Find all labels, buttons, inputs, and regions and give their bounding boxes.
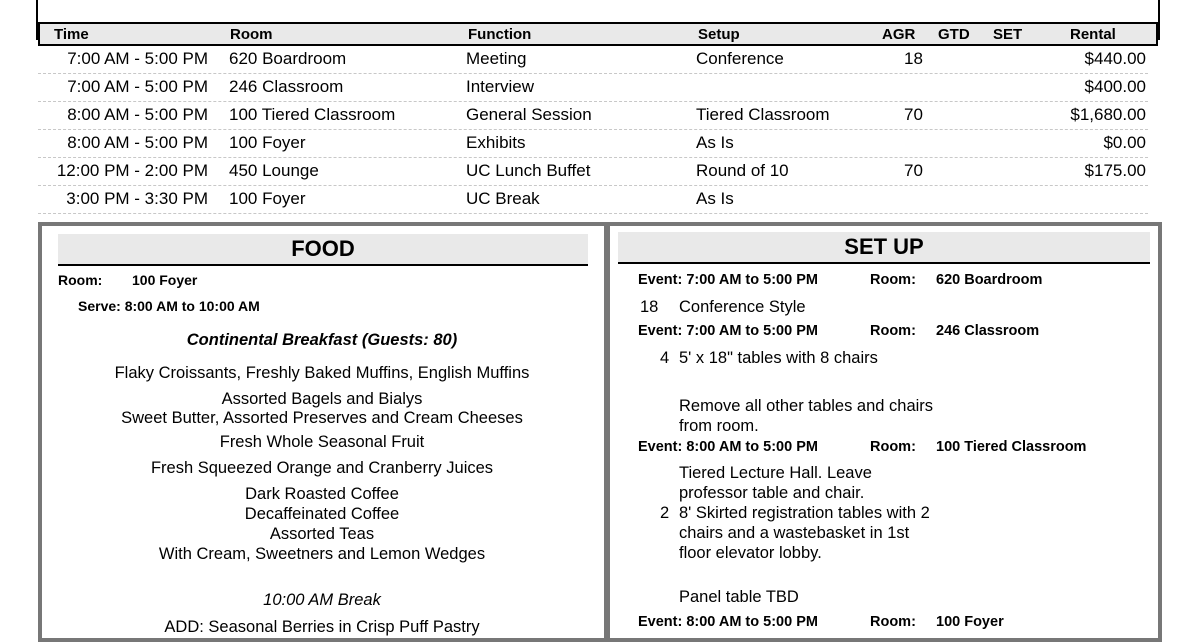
row-function: Meeting <box>466 49 527 68</box>
row-setup: Conference <box>696 49 784 68</box>
setup-event-time: Event: 7:00 AM to 5:00 PM <box>638 272 818 288</box>
food-title: FOOD <box>58 234 588 266</box>
setup-title: SET UP <box>618 232 1150 264</box>
setup-text: professor table and chair. <box>679 484 865 502</box>
row-function: Interview <box>466 77 535 96</box>
setup-text: floor elevator lobby. <box>679 544 822 562</box>
header-agr: AGR <box>882 26 916 43</box>
food-serve-time: Serve: 8:00 AM to 10:00 AM <box>78 298 260 314</box>
setup-event-room: 246 Classroom <box>936 323 1040 339</box>
menu-item: Dark Roasted Coffee <box>245 485 399 503</box>
row-time: 8:00 AM - 5:00 PM <box>67 133 208 152</box>
menu-item: Flaky Croissants, Freshly Baked Muffins, English Muffins <box>114 364 530 382</box>
row-rental: $440.00 <box>1084 49 1146 68</box>
row-room: 100 Foyer <box>229 189 306 208</box>
setup-event-room: 100 Tiered Classroom <box>936 439 1087 455</box>
row-time: 7:00 AM - 5:00 PM <box>67 49 208 68</box>
setup-event-room-label: Room: <box>870 614 916 630</box>
setup-event-room-label: Room: <box>870 439 916 455</box>
food-room-label: Room: <box>58 272 103 288</box>
header-rental: Rental <box>1070 26 1116 43</box>
table-row <box>38 186 1148 214</box>
header-time: Time <box>54 26 89 43</box>
menu-item: Assorted Teas <box>269 525 375 543</box>
setup-text: from room. <box>679 417 759 435</box>
break-title: 10:00 AM Break <box>263 591 381 609</box>
row-room: 450 Lounge <box>229 161 319 180</box>
menu-title: Continental Breakfast (Guests: 80) <box>186 331 458 349</box>
header-setup: Setup <box>698 26 740 43</box>
food-panel <box>42 226 604 638</box>
row-setup: Round of 10 <box>696 161 789 180</box>
table-row <box>38 46 1148 74</box>
row-agr: 70 <box>904 105 923 124</box>
setup-event-time: Event: 7:00 AM to 5:00 PM <box>638 323 818 339</box>
table-row <box>38 74 1148 102</box>
row-room: 620 Boardroom <box>229 49 347 68</box>
row-rental: $400.00 <box>1084 77 1146 96</box>
row-agr: 18 <box>904 49 923 68</box>
header-function: Function <box>468 26 532 43</box>
setup-panel <box>610 226 1162 638</box>
row-setup: Tiered Classroom <box>696 105 830 124</box>
row-function: Exhibits <box>466 133 526 152</box>
setup-event-room: 620 Boardroom <box>936 272 1043 288</box>
setup-text: chairs and a wastebasket in 1st <box>679 524 910 542</box>
row-room: 100 Foyer <box>229 133 306 152</box>
row-agr: 70 <box>904 161 923 180</box>
schedule-header <box>38 22 1158 46</box>
break-item: ADD: Seasonal Berries in Crisp Puff Pastry <box>164 618 480 636</box>
setup-event-room: 100 Foyer <box>936 614 1004 630</box>
setup-text: Tiered Lecture Hall. Leave <box>679 464 872 482</box>
setup-event-room-label: Room: <box>870 323 916 339</box>
row-room: 246 Classroom <box>229 77 344 96</box>
setup-event-room-label: Room: <box>870 272 916 288</box>
setup-text: 5' x 18" tables with 8 chairs <box>679 349 878 367</box>
setup-text: Remove all other tables and chairs <box>679 397 934 415</box>
row-time: 12:00 PM - 2:00 PM <box>56 161 208 180</box>
table-row <box>38 102 1148 130</box>
setup-qty: 18 <box>640 298 659 316</box>
detail-panels <box>38 222 1162 642</box>
setup-event-time: Event: 8:00 AM to 5:00 PM <box>638 614 818 630</box>
row-rental: $1,680.00 <box>1070 105 1146 124</box>
setup-text: 8' Skirted registration tables with 2 <box>679 504 930 522</box>
row-rental: $175.00 <box>1084 161 1146 180</box>
header-room: Room <box>230 26 273 43</box>
row-setup: As Is <box>696 189 734 208</box>
food-room-value: 100 Foyer <box>132 272 198 288</box>
menu-item: Fresh Squeezed Orange and Cranberry Juices <box>150 459 494 477</box>
row-time: 7:00 AM - 5:00 PM <box>67 77 208 96</box>
row-setup: As Is <box>696 133 734 152</box>
setup-text: Panel table TBD <box>679 588 799 606</box>
row-function: UC Lunch Buffet <box>466 161 591 180</box>
row-time: 3:00 PM - 3:30 PM <box>66 189 208 208</box>
row-function: UC Break <box>466 189 540 208</box>
menu-item: Fresh Whole Seasonal Fruit <box>219 433 425 451</box>
menu-item: With Cream, Sweetners and Lemon Wedges <box>158 545 486 563</box>
menu-item: Decaffeinated Coffee <box>244 505 400 523</box>
menu-item: Sweet Butter, Assorted Preserves and Cream Cheeses <box>121 409 523 427</box>
setup-event-time: Event: 8:00 AM to 5:00 PM <box>638 439 818 455</box>
header-gtd: GTD <box>938 26 970 43</box>
setup-qty: 2 <box>660 504 670 522</box>
setup-text: Conference Style <box>679 298 806 316</box>
header-set: SET <box>993 26 1023 43</box>
setup-qty: 4 <box>660 349 670 367</box>
menu-item: Assorted Bagels and Bialys <box>221 390 423 408</box>
table-row <box>38 130 1148 158</box>
row-room: 100 Tiered Classroom <box>229 105 396 124</box>
row-function: General Session <box>466 105 592 124</box>
row-rental: $0.00 <box>1103 133 1146 152</box>
table-row <box>38 158 1148 186</box>
row-time: 8:00 AM - 5:00 PM <box>67 105 208 124</box>
schedule-table <box>38 46 1148 214</box>
